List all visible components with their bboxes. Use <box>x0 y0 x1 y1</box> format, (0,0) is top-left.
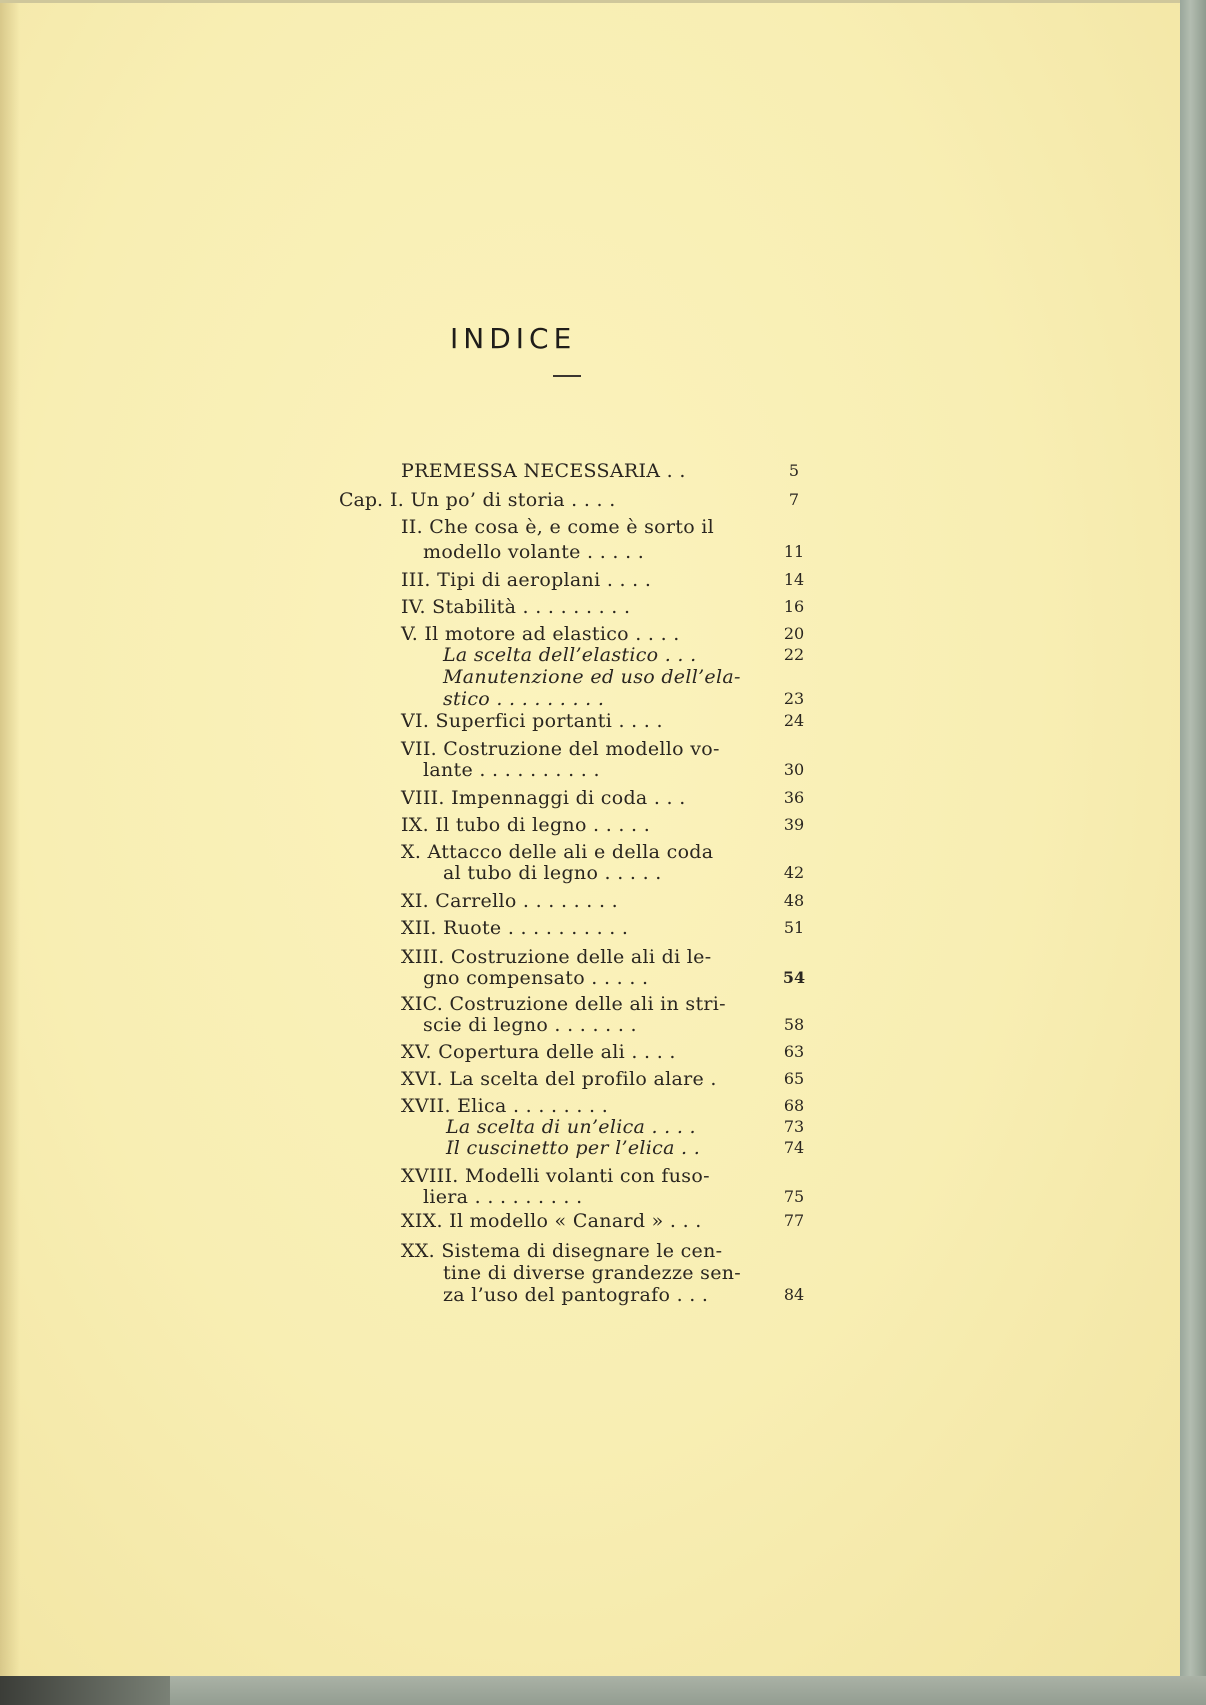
toc-entry-ch2: II. Che cosa è, e come è sorto il <box>401 516 715 538</box>
toc-entry-ch15: XV. Copertura delle ali . . . . <box>401 1041 676 1063</box>
toc-entry-ch19: XIX. Il modello « Canard » . . . <box>401 1210 702 1232</box>
toc-entry-ch14: XIC. Costruzione delle ali in stri- <box>401 993 726 1015</box>
toc-page-ch6: 24 <box>783 711 805 730</box>
toc-page-ch5a: 22 <box>783 645 805 664</box>
toc-page-ch2: 11 <box>783 542 805 561</box>
toc-page-ch9: 39 <box>783 815 805 834</box>
toc-entry-ch13-cont: gno compensato . . . . . <box>423 967 649 989</box>
toc-entry-ch16: XVI. La scelta del profilo alare . <box>401 1068 717 1090</box>
toc-page-ch17b: 74 <box>783 1138 805 1157</box>
toc-entry-ch11: XI. Carrello . . . . . . . . <box>401 890 619 912</box>
toc-entry-ch18-cont: liera . . . . . . . . . <box>423 1186 583 1208</box>
toc-page-ch16: 65 <box>783 1069 805 1088</box>
page-title: INDICE <box>450 322 577 355</box>
toc-entry-ch9: IX. Il tubo di legno . . . . . <box>401 814 651 836</box>
toc-page-ch14: 58 <box>783 1015 805 1034</box>
toc-entry-ch14-cont: scie di legno . . . . . . . <box>423 1014 637 1036</box>
toc-entry-ch8: VIII. Impennaggi di coda . . . <box>401 787 686 809</box>
toc-entry-ch17: XVII. Elica . . . . . . . . <box>401 1095 609 1117</box>
toc-entry-ch10: X. Attacco delle ali e della coda <box>401 841 714 863</box>
toc-entry-ch3: III. Tipi di aeroplani . . . . <box>401 569 652 591</box>
toc-entry-ch20: XX. Sistema di disegnare le cen- <box>401 1240 723 1262</box>
toc-page-ch20: 84 <box>783 1285 805 1304</box>
toc-page-ch10: 42 <box>783 863 805 882</box>
toc-page-ch4: 16 <box>783 597 805 616</box>
toc-entry-ch1: I. Un po’ di storia . . . . <box>390 489 616 511</box>
toc-page-ch5b: 23 <box>783 689 805 708</box>
toc-page-ch17a: 73 <box>783 1117 805 1136</box>
toc-page-premessa: 5 <box>788 461 800 480</box>
cover-edge-bottom <box>0 1676 1206 1705</box>
toc-page-ch1: 7 <box>788 490 800 509</box>
toc-entry-ch17b: Il cuscinetto per l’elica . . <box>446 1137 701 1159</box>
toc-page-ch17: 68 <box>783 1096 805 1115</box>
toc-entry-ch18: XVIII. Modelli volanti con fuso- <box>401 1165 710 1187</box>
cover-edge-right <box>1180 0 1206 1705</box>
toc-page-ch5: 20 <box>783 624 805 643</box>
toc-page-ch13: 54 <box>782 968 806 987</box>
toc-entry-ch12: XII. Ruote . . . . . . . . . . <box>401 917 629 939</box>
toc-entry-ch7-cont: lante . . . . . . . . . . <box>423 759 600 781</box>
toc-entry-ch5: V. Il motore ad elastico . . . . <box>401 623 680 645</box>
toc-entry-ch2-cont: modello volante . . . . . <box>423 541 645 563</box>
toc-entry-ch5b-cont: stico . . . . . . . . . <box>443 688 605 710</box>
toc-entry-ch20-cont: tine di diverse grandezze sen- <box>443 1262 742 1284</box>
toc-entry-ch6: VI. Superfici portanti . . . . <box>401 710 663 732</box>
chapter-label: Cap. <box>339 489 384 511</box>
toc-entry-ch13: XIII. Costruzione delle ali di le- <box>401 946 712 968</box>
toc-page-ch12: 51 <box>783 918 805 937</box>
toc-entry-ch17a: La scelta di un’elica . . . . <box>446 1116 696 1138</box>
toc-entry-ch4: IV. Stabilità . . . . . . . . . <box>401 596 631 618</box>
toc-entry-ch7: VII. Costruzione del modello vo- <box>401 738 720 760</box>
toc-entry-ch20-cont2: za l’uso del pantografo . . . <box>443 1284 709 1306</box>
toc-entry-ch5b: Manutenzione ed uso dell’ela- <box>443 666 741 688</box>
toc-page-ch3: 14 <box>783 570 805 589</box>
toc-page-ch19: 77 <box>783 1211 805 1230</box>
toc-page-ch18: 75 <box>783 1187 805 1206</box>
toc-entry-ch5a: La scelta dell’elastico . . . <box>443 644 697 666</box>
toc-page-ch15: 63 <box>783 1042 805 1061</box>
toc-page-ch8: 36 <box>783 788 805 807</box>
toc-entry-premessa: PREMESSA NECESSARIA . . <box>401 460 686 482</box>
toc-entry-ch10-cont: al tubo di legno . . . . . <box>443 862 662 884</box>
toc-page-ch11: 48 <box>783 891 805 910</box>
toc-page-ch7: 30 <box>783 760 805 779</box>
